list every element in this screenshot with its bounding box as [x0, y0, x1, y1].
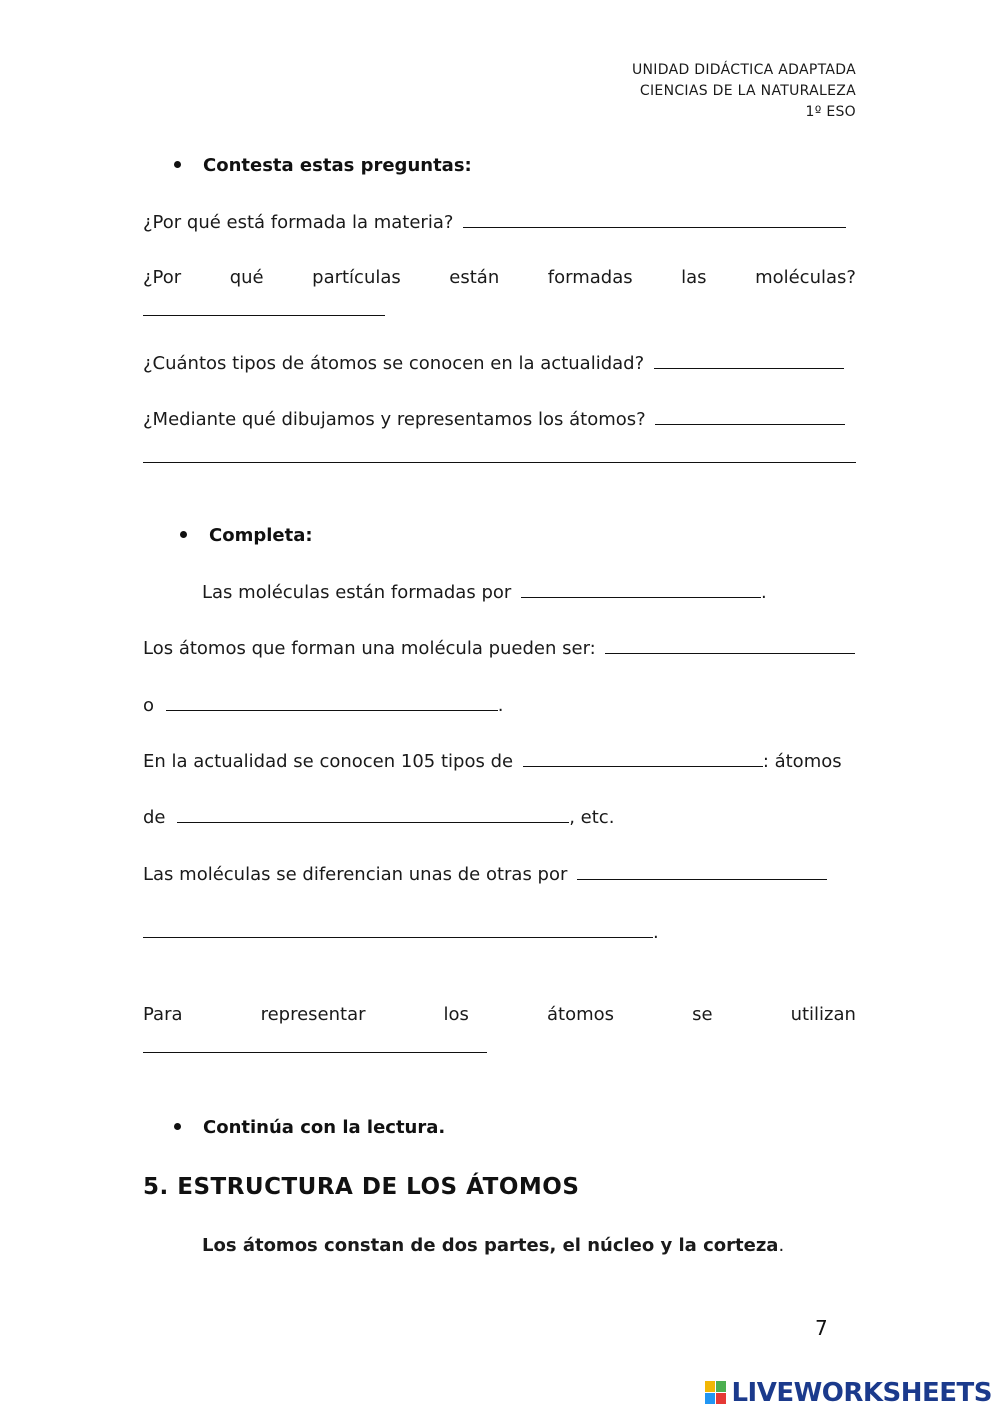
- section-text-body: Los átomos constan de dos partes, el núcleo y la corteza: [202, 1235, 779, 1256]
- answer-blank-1[interactable]: [463, 211, 846, 228]
- liveworksheets-logo-icon: [705, 1381, 727, 1405]
- q2-word: moléculas?: [755, 267, 856, 288]
- sentence-5-end: , etc.: [569, 807, 615, 828]
- s8-word: Para: [143, 1004, 183, 1025]
- s8-word: átomos: [547, 1004, 615, 1025]
- fill-blank-3[interactable]: [166, 694, 498, 711]
- header-subject: CIENCIAS DE LA NATURALEZA: [639, 83, 856, 99]
- sentence-3-start: o: [143, 695, 155, 716]
- sentence-8: [143, 1004, 856, 1025]
- sentence-5: [143, 806, 614, 828]
- sentence-3-end: .: [497, 695, 504, 716]
- sentence-1: [202, 581, 767, 603]
- q2-word: las: [681, 267, 707, 288]
- q2-word: qué: [229, 267, 264, 288]
- fill-blank-7[interactable]: [143, 921, 653, 938]
- bullet-completa: [180, 525, 313, 546]
- answer-blank-2[interactable]: [143, 315, 385, 316]
- sentence-2-text: Los átomos que forman una molécula pueden ser:: [143, 638, 596, 659]
- question-1-text: ¿Por qué está formada la materia?: [143, 212, 454, 233]
- bullet-label: Continúa con la lectura.: [203, 1117, 446, 1138]
- sentence-6-text: Las moléculas se diferencian unas de otras por: [143, 864, 568, 885]
- bullet-continua: [174, 1117, 445, 1138]
- section-text-end: .: [778, 1235, 785, 1256]
- answer-blank-4b[interactable]: [143, 462, 856, 463]
- s8-word: utilizan: [790, 1004, 856, 1025]
- fill-blank-4[interactable]: [523, 750, 763, 767]
- question-2: [143, 267, 856, 288]
- liveworksheets-brand: [705, 1378, 992, 1408]
- sentence-4-end: : átomos: [762, 751, 842, 772]
- fill-blank-5[interactable]: [177, 806, 569, 823]
- sentence-6: [143, 863, 827, 885]
- fill-blank-6[interactable]: [577, 863, 827, 880]
- answer-blank-4[interactable]: [655, 408, 845, 425]
- sentence-4-text: En la actualidad se conocen 105 tipos de: [143, 751, 514, 772]
- s8-word: los: [443, 1004, 469, 1025]
- section-text: [202, 1235, 784, 1256]
- question-1: [143, 211, 846, 233]
- fill-blank-2[interactable]: [605, 637, 855, 654]
- fill-blank-1[interactable]: [521, 581, 761, 598]
- s8-word: representar: [260, 1004, 366, 1025]
- q2-word: están: [449, 267, 500, 288]
- sentence-4: [143, 750, 842, 772]
- bullet-label: Contesta estas preguntas:: [203, 155, 472, 176]
- sentence-7-end: .: [653, 922, 659, 943]
- q2-word: partículas: [312, 267, 401, 288]
- bullet-dot: [174, 161, 181, 168]
- page-header: [632, 60, 856, 123]
- sentence-2: [143, 637, 855, 659]
- header-grade: 1º ESO: [805, 104, 856, 120]
- page-number: 7: [815, 1316, 828, 1340]
- question-4: [143, 408, 845, 430]
- bullet-dot: [174, 1123, 181, 1130]
- sentence-1-text: Las moléculas están formadas por: [202, 582, 512, 603]
- question-3-text: ¿Cuántos tipos de átomos se conocen en la actualidad?: [143, 353, 645, 374]
- bullet-label: Completa:: [209, 525, 313, 546]
- brand-name: LIVEWORKSHEETS: [731, 1378, 992, 1408]
- answer-blank-3[interactable]: [654, 352, 844, 369]
- bullet-dot: [180, 531, 187, 538]
- bullet-contesta: [174, 155, 472, 176]
- sentence-5-start: de: [143, 807, 166, 828]
- sentence-7: [143, 921, 659, 943]
- question-4-text: ¿Mediante qué dibujamos y representamos los átomos?: [143, 409, 646, 430]
- s8-word: se: [692, 1004, 713, 1025]
- q2-word: formadas: [547, 267, 633, 288]
- question-3: [143, 352, 844, 374]
- fill-blank-8[interactable]: [143, 1052, 487, 1053]
- section-title: 5. ESTRUCTURA DE LOS ÁTOMOS: [143, 1174, 580, 1200]
- header-unit: UNIDAD DIDÁCTICA ADAPTADA: [631, 62, 856, 78]
- q2-word: ¿Por: [143, 267, 182, 288]
- sentence-3: [143, 694, 503, 716]
- sentence-1-end: .: [761, 582, 767, 603]
